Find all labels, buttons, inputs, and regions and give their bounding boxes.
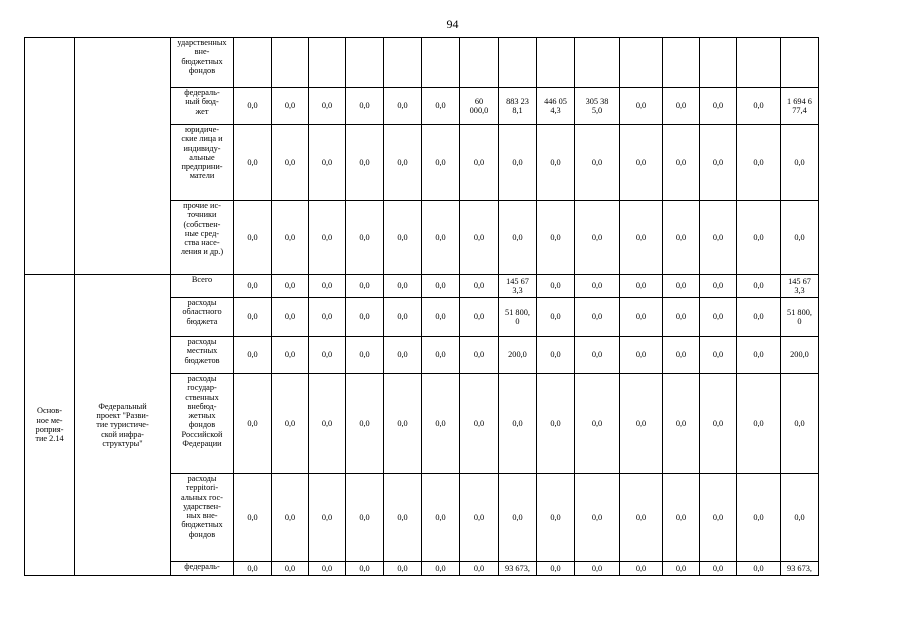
value-cell: 0,0 (700, 298, 737, 337)
value-cell: 0,0 (737, 275, 781, 298)
funding-source-cell: расходы местных бюджетов (171, 337, 234, 374)
value-cell (272, 38, 309, 88)
value-cell: 0,0 (620, 562, 663, 576)
value-cell: 0,0 (663, 125, 700, 201)
value-cell: 0,0 (663, 88, 700, 125)
funding-source-cell: расходы государ- ственных внебюд- жетных фондов Российской Федерации (171, 374, 234, 474)
value-cell: 0,0 (234, 125, 272, 201)
value-cell (309, 38, 346, 88)
value-cell: 0,0 (700, 374, 737, 474)
value-cell (499, 38, 537, 88)
value-cell (737, 38, 781, 88)
value-cell: 0,0 (346, 337, 384, 374)
value-cell (234, 38, 272, 88)
value-cell: 0,0 (460, 374, 499, 474)
event-cell-prev (25, 38, 75, 275)
value-cell: 0,0 (272, 474, 309, 562)
value-cell: 0,0 (663, 201, 700, 275)
value-cell: 0,0 (460, 201, 499, 275)
value-cell: 0,0 (384, 374, 422, 474)
value-cell: 0,0 (620, 275, 663, 298)
value-cell: 0,0 (781, 201, 819, 275)
value-cell: 0,0 (346, 88, 384, 125)
funding-source-cell: федераль- (171, 562, 234, 576)
funding-source-cell: расходы областного бюджета (171, 298, 234, 337)
value-cell: 0,0 (499, 474, 537, 562)
value-cell: 0,0 (309, 337, 346, 374)
value-cell: 0,0 (309, 298, 346, 337)
value-cell: 0,0 (537, 474, 575, 562)
value-cell: 0,0 (422, 562, 460, 576)
value-cell: 0,0 (499, 201, 537, 275)
funding-source-cell: федераль- ный бюд- жет (171, 88, 234, 125)
value-cell: 0,0 (620, 374, 663, 474)
table-row (25, 38, 819, 88)
value-cell: 0,0 (460, 125, 499, 201)
value-cell: 0,0 (234, 474, 272, 562)
value-cell: 0,0 (309, 88, 346, 125)
value-cell: 0,0 (537, 201, 575, 275)
value-cell: 0,0 (384, 337, 422, 374)
value-cell: 0,0 (700, 275, 737, 298)
value-cell: 93 673, (781, 562, 819, 576)
value-cell: 0,0 (781, 125, 819, 201)
value-cell: 0,0 (499, 374, 537, 474)
project-cell-prev (75, 38, 171, 275)
value-cell: 0,0 (663, 337, 700, 374)
value-cell: 0,0 (384, 298, 422, 337)
value-cell (537, 38, 575, 88)
value-cell: 0,0 (272, 88, 309, 125)
value-cell: 446 05 4,3 (537, 88, 575, 125)
value-cell: 0,0 (575, 298, 620, 337)
value-cell: 0,0 (272, 125, 309, 201)
value-cell: 51 800, 0 (499, 298, 537, 337)
value-cell: 0,0 (272, 562, 309, 576)
value-cell: 0,0 (309, 562, 346, 576)
value-cell: 0,0 (575, 374, 620, 474)
value-cell: 0,0 (346, 275, 384, 298)
value-cell: 93 673, (499, 562, 537, 576)
value-cell: 305 38 5,0 (575, 88, 620, 125)
value-cell: 0,0 (537, 374, 575, 474)
value-cell: 0,0 (460, 298, 499, 337)
value-cell: 0,0 (384, 275, 422, 298)
value-cell: 0,0 (234, 562, 272, 576)
value-cell: 0,0 (234, 275, 272, 298)
value-cell: 0,0 (737, 337, 781, 374)
value-cell: 0,0 (384, 562, 422, 576)
value-cell: 1 694 6 77,4 (781, 88, 819, 125)
value-cell: 0,0 (620, 474, 663, 562)
value-cell (575, 38, 620, 88)
value-cell: 0,0 (460, 474, 499, 562)
value-cell: 0,0 (460, 562, 499, 576)
value-cell (460, 38, 499, 88)
value-cell: 0,0 (575, 275, 620, 298)
funding-source-cell: расходы террitori- альных гос- ударствен- ных вне- бюджетных фондов (171, 474, 234, 562)
value-cell (620, 38, 663, 88)
value-cell: 0,0 (309, 275, 346, 298)
value-cell: 0,0 (309, 201, 346, 275)
value-cell: 0,0 (781, 474, 819, 562)
value-cell: 0,0 (272, 298, 309, 337)
value-cell: 51 800, 0 (781, 298, 819, 337)
value-cell (663, 38, 700, 88)
value-cell: 0,0 (234, 88, 272, 125)
value-cell: 0,0 (384, 474, 422, 562)
value-cell: 0,0 (700, 562, 737, 576)
value-cell: 145 67 3,3 (781, 275, 819, 298)
value-cell: 0,0 (346, 201, 384, 275)
value-cell: 0,0 (537, 562, 575, 576)
table-row (25, 275, 819, 298)
value-cell: 0,0 (309, 374, 346, 474)
value-cell: 0,0 (575, 201, 620, 275)
value-cell: 60 000,0 (460, 88, 499, 125)
value-cell: 145 67 3,3 (499, 275, 537, 298)
value-cell: 0,0 (272, 374, 309, 474)
value-cell: 0,0 (272, 337, 309, 374)
value-cell: 0,0 (620, 125, 663, 201)
value-cell: 0,0 (737, 562, 781, 576)
value-cell: 0,0 (575, 562, 620, 576)
value-cell: 0,0 (663, 562, 700, 576)
value-cell (346, 38, 384, 88)
value-cell: 0,0 (781, 374, 819, 474)
table-body (25, 38, 819, 576)
value-cell: 0,0 (346, 474, 384, 562)
funding-source-cell: Всего (171, 275, 234, 298)
value-cell: 0,0 (537, 275, 575, 298)
value-cell: 0,0 (663, 374, 700, 474)
event-cell: Основ- ное ме- роприя- тие 2.14 (25, 275, 75, 576)
value-cell: 0,0 (499, 125, 537, 201)
value-cell: 200,0 (499, 337, 537, 374)
value-cell: 0,0 (737, 474, 781, 562)
value-cell: 0,0 (346, 374, 384, 474)
funding-source-cell: ударственных вне- бюджетных фондов (171, 38, 234, 88)
value-cell: 0,0 (272, 201, 309, 275)
value-cell: 0,0 (422, 298, 460, 337)
value-cell: 0,0 (737, 298, 781, 337)
value-cell: 0,0 (234, 337, 272, 374)
funding-source-cell: юридиче- ские лица и индивиду- альные предприни- матели (171, 125, 234, 201)
value-cell: 200,0 (781, 337, 819, 374)
value-cell: 883 23 8,1 (499, 88, 537, 125)
value-cell: 0,0 (737, 88, 781, 125)
value-cell: 0,0 (346, 298, 384, 337)
value-cell: 0,0 (620, 201, 663, 275)
value-cell: 0,0 (700, 125, 737, 201)
value-cell: 0,0 (422, 201, 460, 275)
value-cell: 0,0 (272, 275, 309, 298)
value-cell: 0,0 (422, 125, 460, 201)
value-cell: 0,0 (346, 562, 384, 576)
value-cell: 0,0 (575, 474, 620, 562)
value-cell (700, 38, 737, 88)
value-cell: 0,0 (737, 374, 781, 474)
value-cell: 0,0 (460, 337, 499, 374)
value-cell: 0,0 (537, 298, 575, 337)
value-cell: 0,0 (737, 125, 781, 201)
value-cell: 0,0 (460, 275, 499, 298)
value-cell: 0,0 (700, 201, 737, 275)
value-cell: 0,0 (663, 474, 700, 562)
value-cell: 0,0 (663, 298, 700, 337)
value-cell (781, 38, 819, 88)
value-cell: 0,0 (234, 201, 272, 275)
value-cell: 0,0 (346, 125, 384, 201)
value-cell: 0,0 (422, 474, 460, 562)
value-cell: 0,0 (575, 337, 620, 374)
value-cell: 0,0 (620, 337, 663, 374)
value-cell: 0,0 (737, 201, 781, 275)
value-cell: 0,0 (422, 275, 460, 298)
value-cell: 0,0 (663, 275, 700, 298)
value-cell (422, 38, 460, 88)
value-cell: 0,0 (700, 88, 737, 125)
value-cell: 0,0 (537, 125, 575, 201)
budget-table (24, 37, 819, 576)
funding-source-cell: прочие ис- точники (собствен- ные сред- ства насе- ления и др.) (171, 201, 234, 275)
project-cell: Федеральный проект "Разви- тие туристиче- ской инфра- структуры" (75, 275, 171, 576)
value-cell: 0,0 (309, 125, 346, 201)
value-cell: 0,0 (700, 337, 737, 374)
value-cell: 0,0 (422, 337, 460, 374)
value-cell: 0,0 (384, 88, 422, 125)
value-cell: 0,0 (537, 337, 575, 374)
value-cell: 0,0 (234, 374, 272, 474)
value-cell: 0,0 (700, 474, 737, 562)
value-cell: 0,0 (309, 474, 346, 562)
value-cell: 0,0 (620, 88, 663, 125)
value-cell: 0,0 (384, 201, 422, 275)
value-cell: 0,0 (384, 125, 422, 201)
value-cell: 0,0 (422, 374, 460, 474)
value-cell (384, 38, 422, 88)
value-cell: 0,0 (575, 125, 620, 201)
value-cell: 0,0 (422, 88, 460, 125)
value-cell: 0,0 (620, 298, 663, 337)
page-number: 94 (446, 17, 459, 31)
value-cell: 0,0 (234, 298, 272, 337)
